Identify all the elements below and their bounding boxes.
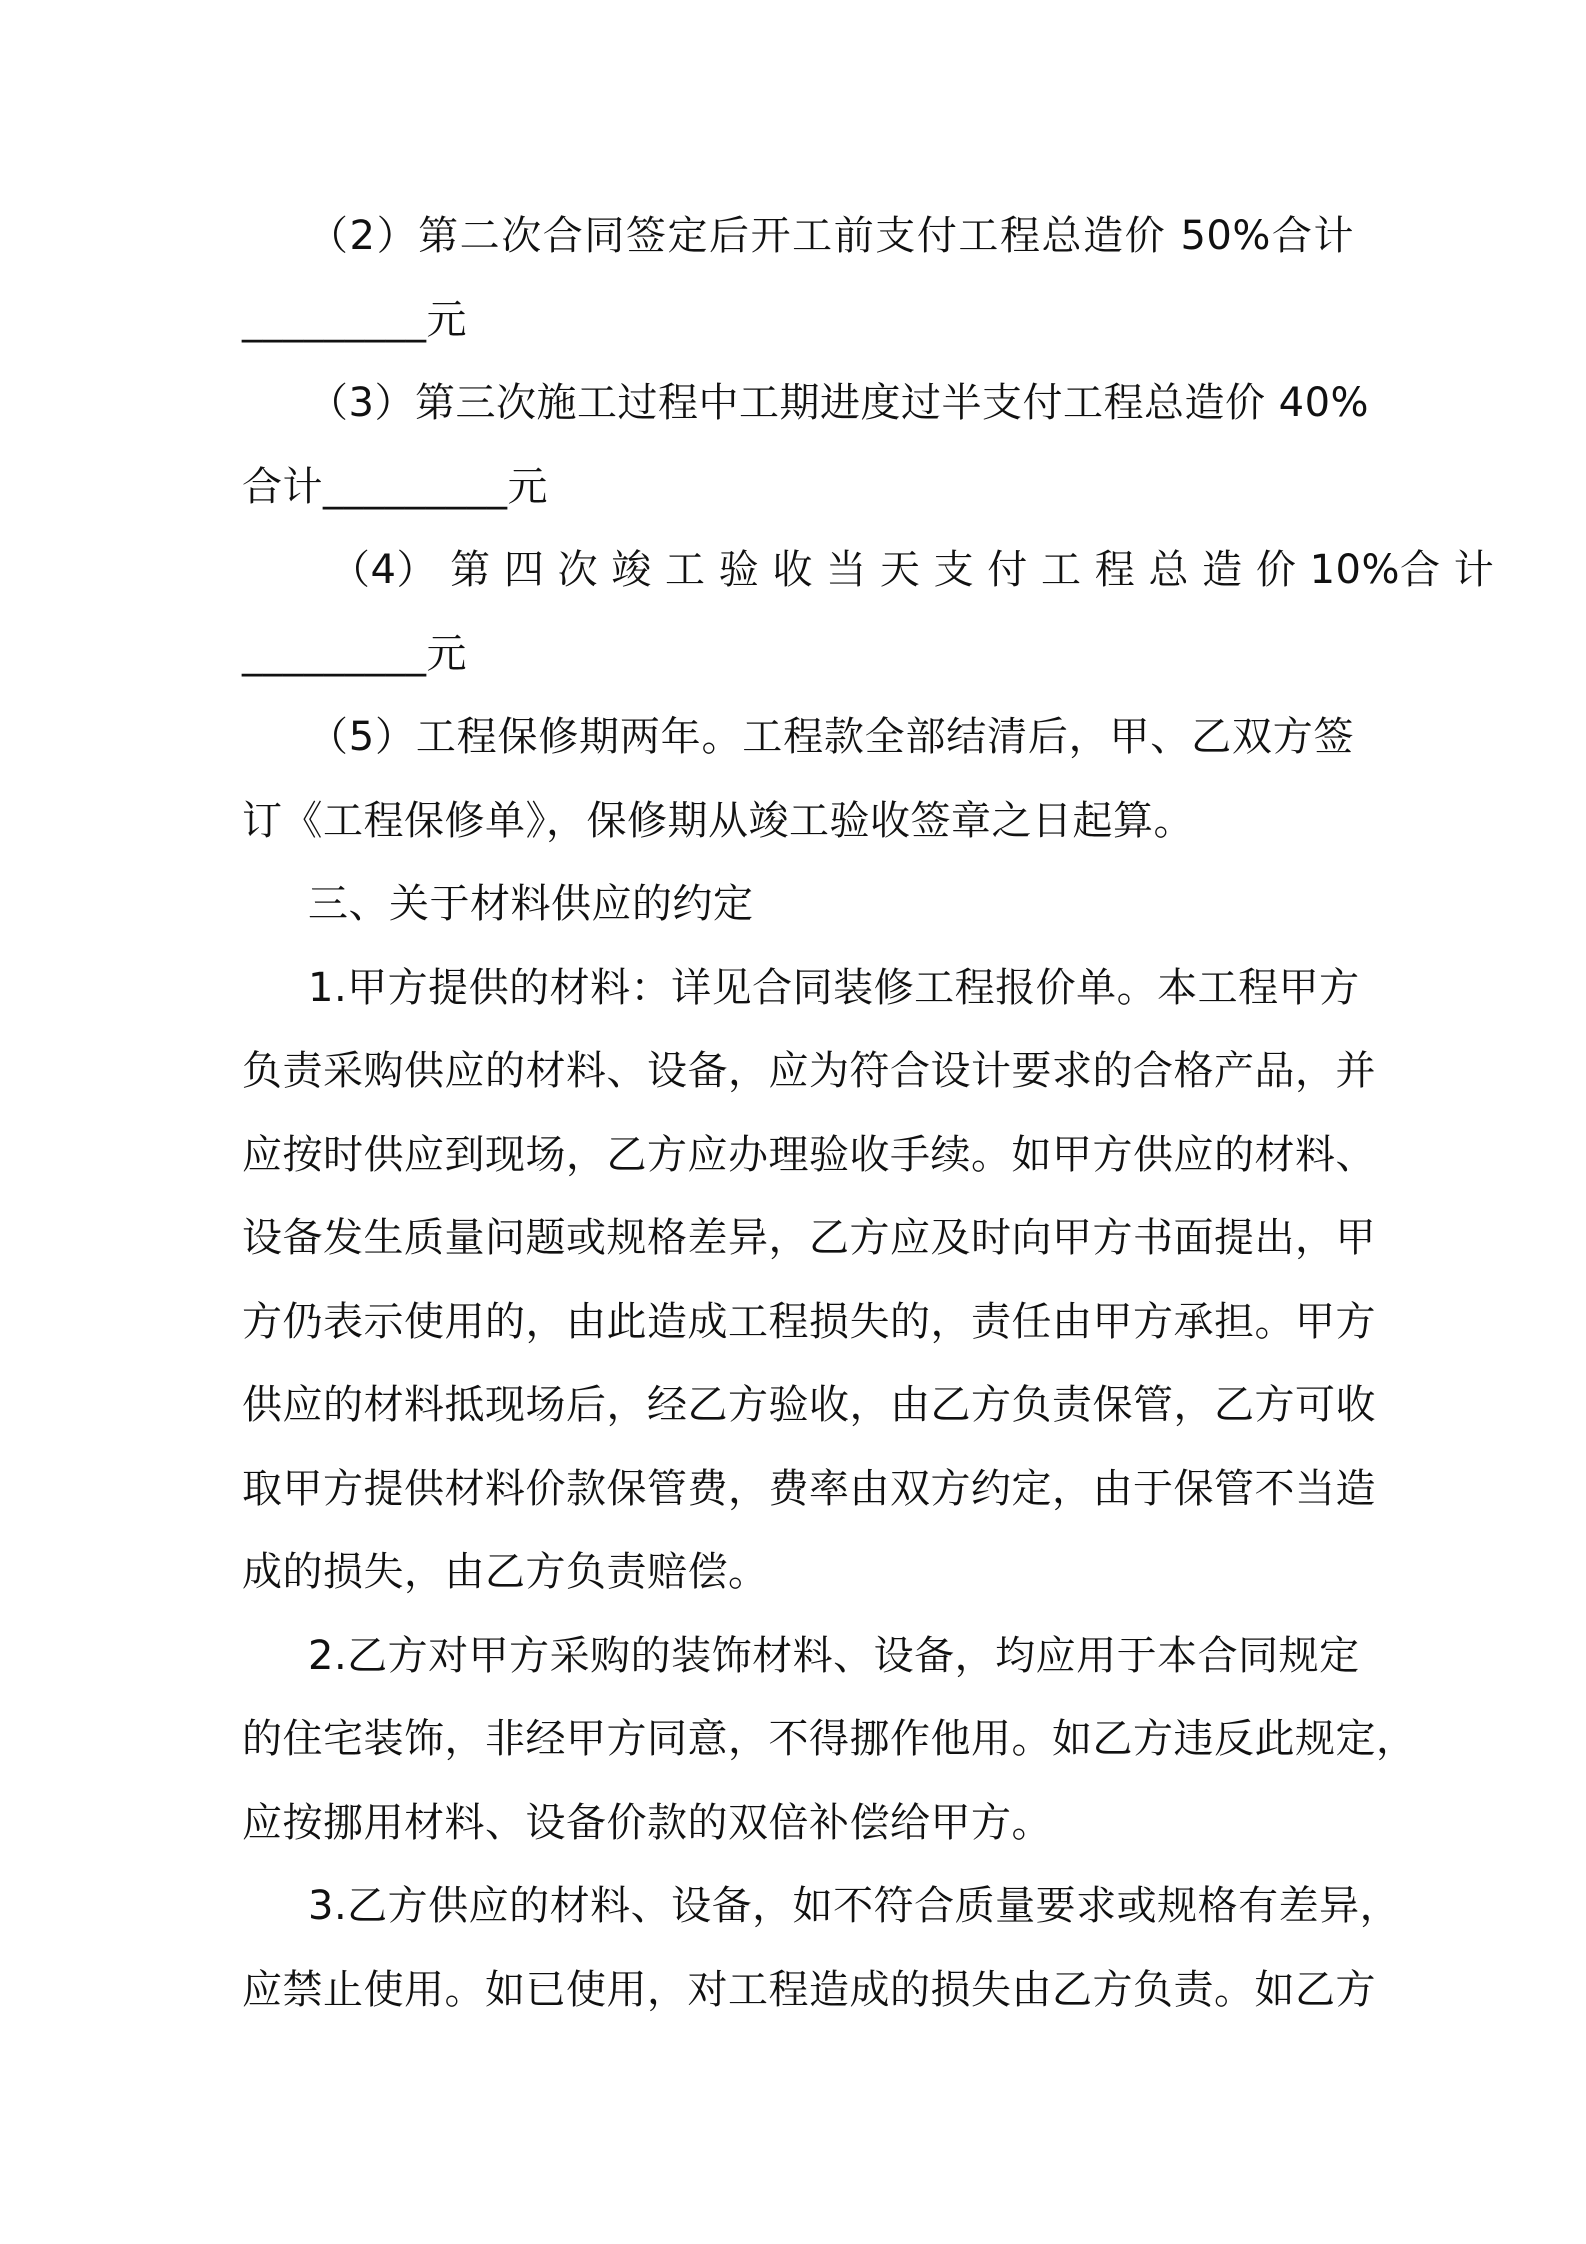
clause-1-line-1: 1.甲方提供的材料：详见合同装修工程报价单。本工程甲方 [308, 964, 1360, 1011]
payment-item-3-amount: 合计_________元 [242, 463, 548, 510]
payment-item-2: （2）第二次合同签定后开工前支付工程总造价 50%合计 [308, 213, 1354, 259]
payment-item-4-amount: _________元 [242, 630, 467, 677]
clause-2-line-2: 的住宅装饰，非经甲方同意，不得挪作他用。如乙方违反此规定， [242, 1716, 1417, 1762]
clause-1-line-4: 设备发生质量问题或规格差异，乙方应及时向甲方书面提出，甲 [242, 1215, 1376, 1261]
clause-3-line-1: 3.乙方供应的材料、设备，如不符合质量要求或规格有差异， [308, 1883, 1401, 1929]
clause-3-line-2: 应禁止使用。如已使用，对工程造成的损失由乙方负责。如乙方 [242, 1966, 1376, 2013]
clause-1-line-7: 取甲方提供材料价款保管费，费率由双方约定，由于保管不当造 [242, 1465, 1376, 1512]
clause-2-line-3: 应按挪用材料、设备价款的双倍补偿给甲方。 [242, 1799, 1052, 1846]
clause-1-line-6: 供应的材料抵现场后，经乙方验收，由乙方负责保管，乙方可收 [242, 1382, 1376, 1428]
payment-item-4: （4） 第 四 次 竣 工 验 收 当 天 支 付 工 程 总 造 价 10%合 计 [330, 547, 1495, 593]
warranty-clause-line-1: （5）工程保修期两年。工程款全部结清后，甲、乙双方签 [308, 714, 1354, 760]
warranty-clause-line-2: 订《工程保修单》，保修期从竣工验收签章之日起算。 [242, 797, 1194, 844]
clause-1-line-2: 负责采购供应的材料、设备，应为符合设计要求的合格产品，并 [242, 1048, 1376, 1094]
section-heading-materials: 三、关于材料供应的约定 [308, 881, 754, 927]
payment-item-2-amount: _________元 [242, 296, 467, 343]
document-body [242, 195, 1495, 2032]
payment-item-3: （3）第三次施工过程中工期进度过半支付工程总造价 40% [308, 380, 1370, 426]
clause-2-line-1: 2.乙方对甲方采购的装饰材料、设备，均应用于本合同规定 [308, 1632, 1360, 1679]
clause-1-line-8: 成的损失，由乙方负责赔偿。 [242, 1549, 769, 1595]
clause-1-line-5: 方仍表示使用的，由此造成工程损失的，责任由甲方承担。甲方 [242, 1298, 1376, 1345]
clause-1-line-3: 应按时供应到现场，乙方应办理验收手续。如甲方供应的材料、 [242, 1131, 1376, 1178]
